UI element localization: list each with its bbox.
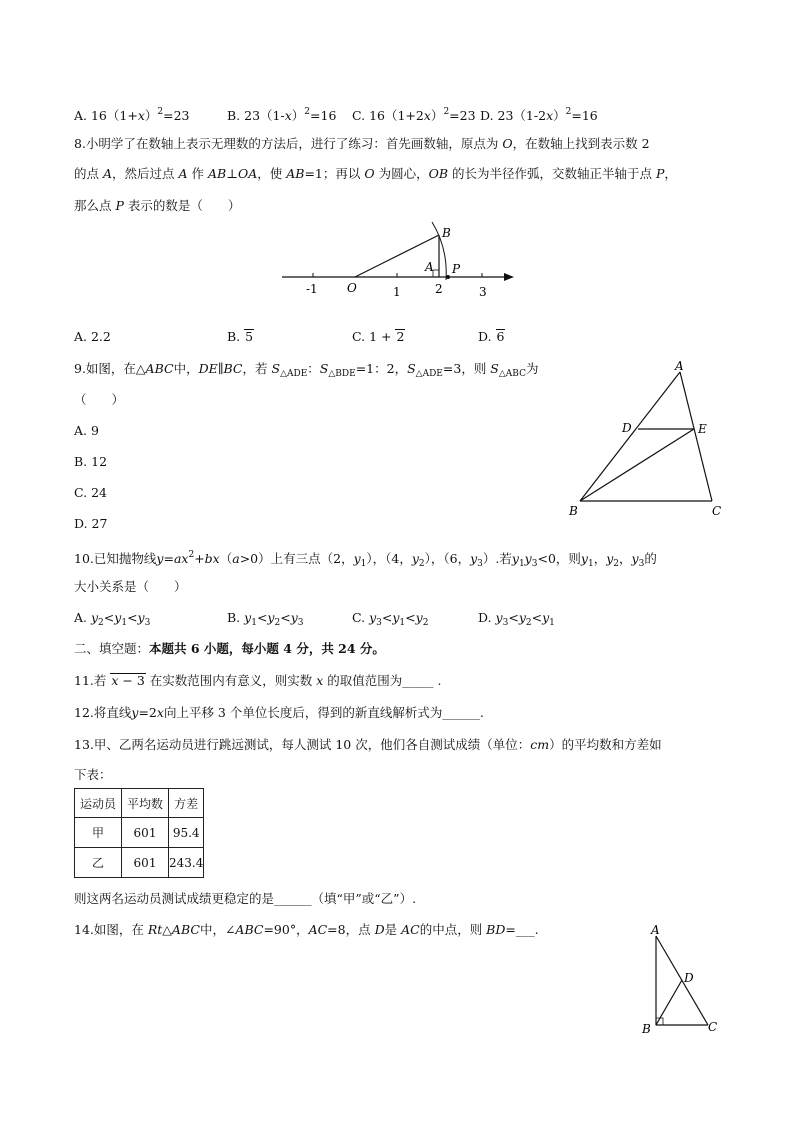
table-cell: 601 bbox=[122, 818, 169, 848]
q9-line2: （ ） bbox=[74, 392, 125, 407]
q13-line2: 下表： bbox=[74, 767, 112, 782]
q9-triangle-figure bbox=[560, 358, 730, 523]
q9-point-e: E bbox=[698, 422, 707, 436]
q8-tick-o: O bbox=[347, 281, 357, 295]
q9-point-a: A bbox=[675, 359, 684, 373]
q8-tick-neg1: -1 bbox=[306, 282, 318, 296]
table-header-cell: 方差 bbox=[169, 789, 204, 818]
q10-option-d: D. $y_3<y_2<y_1$ bbox=[478, 610, 555, 628]
q7-option-c: C. $16(1+2x)^2=23$ bbox=[352, 107, 476, 123]
q13-score-table bbox=[74, 788, 204, 878]
q7-option-d: D. $23(1-2x)^2=16$ bbox=[480, 107, 598, 123]
q9-point-c: C bbox=[712, 504, 722, 518]
q7-option-a: A. $16(1+x)^2=23$ bbox=[74, 107, 190, 123]
q8-option-d: D. 6 bbox=[478, 329, 505, 344]
table-cell: 243.4 bbox=[169, 848, 204, 878]
table-cell: 95.4 bbox=[169, 818, 204, 848]
q14-point-c: C bbox=[708, 1020, 718, 1034]
q10-option-b: B. $y_1<y_2<y_3$ bbox=[227, 610, 304, 628]
q8-line1: 8.小明学了在数轴上表示无理数的方法后，进行了练习：首先画数轴，原点为 O，在数轴上找到表示数 2 bbox=[74, 136, 650, 151]
table-cell: 601 bbox=[122, 848, 169, 878]
q8-line3: 那么点 P 表示的数是（ ） bbox=[74, 198, 241, 213]
q7-option-b: B. $23(1-x)^2=16$ bbox=[227, 107, 337, 123]
q9-point-d: D bbox=[622, 421, 632, 435]
q8-point-b: B bbox=[442, 226, 451, 240]
q10-line1: 10.已知抛物线$y=ax^2+bx(a>0)$上有三点（2，$y_1$），（4，$y_2$），（6，$y_3$）.若$y_1y_3<0$，则$y_1$，$y_2$，$y_3$的 bbox=[74, 550, 657, 569]
q8-point-p: P bbox=[452, 262, 461, 276]
q8-line2: 的点 A，然后过点 A 作 AB⊥OA，使 AB=1；再以 O 为圆心，OB 的长为半径作弧，交数轴正半轴于点 P， bbox=[74, 166, 677, 181]
q13-line1: 13.甲、乙两名运动员进行跳远测试，每人测试 10 次，他们各自测试成绩（单位：cm）的平均数和方差如 bbox=[74, 737, 662, 752]
table-row bbox=[75, 848, 204, 878]
q8-option-b: B. 5 bbox=[227, 329, 254, 344]
q9-option-a: A. 9 bbox=[74, 423, 99, 438]
q8-option-a: A. 2.2 bbox=[74, 329, 111, 344]
q8-number-line-figure bbox=[270, 218, 530, 300]
q14-text: 14.如图，在 Rt△ABC中，∠ABC=90°，AC=8，点 D是 AC的中点，则 BD=___. bbox=[74, 922, 539, 937]
table-header-cell: 运动员 bbox=[75, 789, 122, 818]
table-cell: 甲 bbox=[75, 818, 122, 848]
q11-text: 11.若 x − 3 在实数范围内有意义，则实数 x 的取值范围为_____ . bbox=[74, 673, 442, 688]
table-header-row bbox=[75, 789, 204, 818]
q9-point-b: B bbox=[569, 504, 578, 518]
q9-option-b: B. 12 bbox=[74, 454, 108, 469]
q10-line2: 大小关系是（ ） bbox=[74, 579, 187, 594]
q9-line1: 9.如图，在△ABC中，DE∥BC，若 $S_{\triangle ADE}$：$S_{\triangle BDE}=1$：2，$S_{\triangle ADE}=3$，则 $S_{\triangle ABC}$为 bbox=[74, 361, 539, 379]
q9-option-d: D. 27 bbox=[74, 516, 108, 531]
q14-point-b: B bbox=[642, 1022, 651, 1036]
q8-tick-3: 3 bbox=[479, 285, 487, 299]
q8-tick-1: 1 bbox=[393, 285, 401, 299]
q8-option-c: C. 1 + 2 bbox=[352, 329, 405, 344]
q14-right-triangle-figure bbox=[636, 918, 726, 1040]
q10-option-a: A. $y_2<y_1<y_3$ bbox=[74, 610, 151, 628]
q10-option-c: C. $y_3<y_1<y_2$ bbox=[352, 610, 429, 628]
q8-point-a: A bbox=[425, 260, 434, 274]
table-row bbox=[75, 818, 204, 848]
q8-tick-2: 2 bbox=[435, 282, 443, 296]
q13-after: 则这两名运动员测试成绩更稳定的是______（填“甲”或“乙”）. bbox=[74, 891, 417, 906]
q14-point-d: D bbox=[684, 971, 694, 985]
section2-title: 二、填空题：本题共 6 小题，每小题 4 分，共 24 分。 bbox=[74, 641, 385, 656]
table-cell: 乙 bbox=[75, 848, 122, 878]
q14-point-a: A bbox=[651, 923, 660, 937]
q9-option-c: C. 24 bbox=[74, 485, 107, 500]
q12-text: 12.将直线y=2x向上平移 3 个单位长度后，得到的新直线解析式为______. bbox=[74, 705, 484, 720]
table-header-cell: 平均数 bbox=[122, 789, 169, 818]
